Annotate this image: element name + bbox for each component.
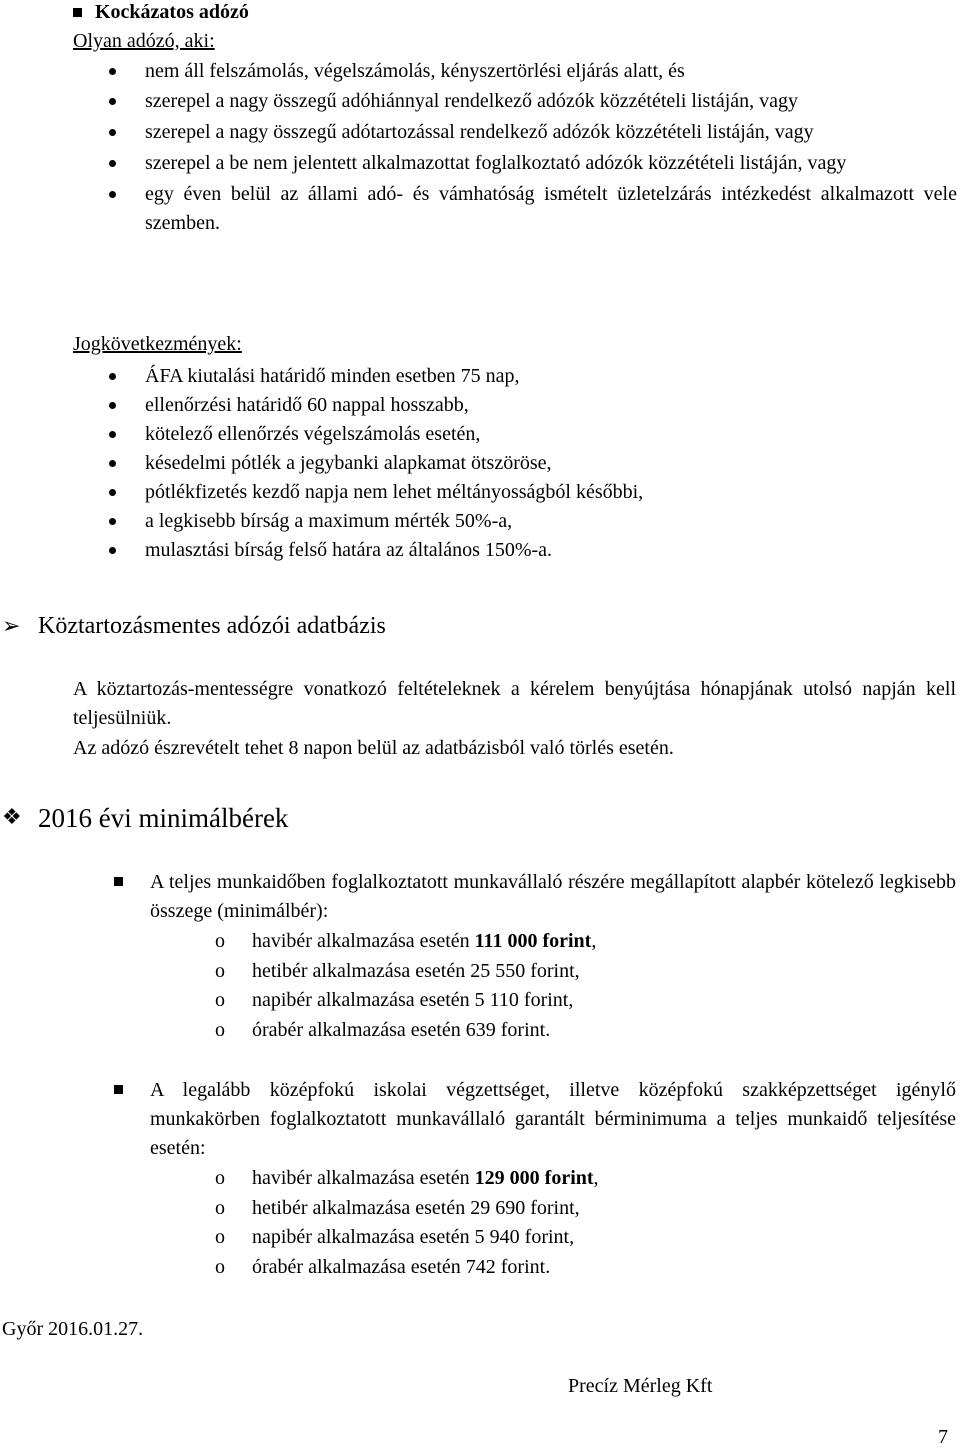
place-date: Győr 2016.01.27. [2, 1318, 144, 1340]
bullet-dot-icon [109, 460, 116, 467]
list-item: a legkisebb bírság a maximum mérték 50%-a, [145, 507, 957, 536]
consequences-label: Jogkövetkezmények: [73, 333, 242, 355]
section-heading-minwage: 2016 évi minimálbérek [38, 803, 289, 833]
bullet-dot-icon [109, 68, 116, 75]
list-item: szerepel a nagy összegű adótartozással rendelkező adózók közzétételi listáján, vagy [145, 118, 957, 147]
list-item: kötelező ellenőrzés végelszámolás esetén, [145, 420, 957, 449]
risky-conditions-list [145, 57, 957, 238]
page-number: 7 [938, 1426, 948, 1448]
risky-intro: Olyan adózó, aki: [73, 30, 215, 52]
bullet-dot-icon [109, 489, 116, 496]
section-heading-debtfree: Köztartozásmentes adózói adatbázis [38, 613, 386, 639]
bullet-dot-icon [109, 518, 116, 525]
square-bullet-icon [114, 1085, 123, 1094]
square-bullet-icon [114, 877, 123, 886]
consequences-list [145, 362, 957, 565]
section-heading-risky: Kockázatos adózó [95, 1, 249, 23]
bullet-dot-icon [109, 98, 116, 105]
bullet-dot-icon [109, 402, 116, 409]
bullet-dot-icon [109, 191, 116, 198]
minwage-item-1: A teljes munkaidőben foglalkoztatott munkavállaló részére megállapított alapbér kötelező legkisebb összege (minimálbér): [150, 871, 956, 922]
list-item: nem áll felszámolás, végelszámolás, kényszertörlési eljárás alatt, és [145, 57, 957, 86]
debtfree-note: Az adózó észrevételt tehet 8 napon belül az adatbázisból való törlés esetén. [73, 737, 674, 759]
bullet-dot-icon [109, 129, 116, 136]
list-item: egy éven belül az állami adó- és vámhatóság ismételt üzletelzárás intézkedést alkalmazott vele szemben. [145, 180, 957, 238]
list-item: mulasztási bírság felső határa az általános 150%-a. [145, 536, 957, 565]
debtfree-paragraph: A köztartozás-mentességre vonatkozó feltételeknek a kérelem benyújtása hónapjának utolsó napján kell teljesülniük. [73, 678, 956, 729]
bullet-dot-icon [109, 160, 116, 167]
list-item: ÁFA kiutalási határidő minden esetben 75 nap, [145, 362, 957, 391]
arrow-bullet-icon: ➢ [2, 613, 21, 638]
list-item: szerepel a be nem jelentett alkalmazottat foglalkoztató adózók közzétételi listáján, vagy [145, 149, 957, 178]
company-name: Precíz Mérleg Kft [568, 1375, 713, 1397]
diamond-bullet-icon: ❖ [2, 804, 22, 829]
list-item: késedelmi pótlék a jegybanki alapkamat ötszöröse, [145, 449, 957, 478]
bullet-dot-icon [109, 547, 116, 554]
minwage-item-2: A legalább középfokú iskolai végzettséget, illetve középfokú szakképzettséget igénylő munkakörben foglalkoztatott munkavállaló garantált bérminimuma a teljes munkaidő teljesítése esetén: [150, 1079, 956, 1159]
list-item: szerepel a nagy összegű adóhiánnyal rendelkező adózók közzétételi listáján, vagy [145, 87, 957, 116]
bullet-dot-icon [109, 431, 116, 438]
square-bullet-icon [73, 8, 82, 17]
bullet-dot-icon [109, 373, 116, 380]
list-item: pótlékfizetés kezdő napja nem lehet méltányosságból későbbi, [145, 478, 957, 507]
list-item: ellenőrzési határidő 60 nappal hosszabb, [145, 391, 957, 420]
